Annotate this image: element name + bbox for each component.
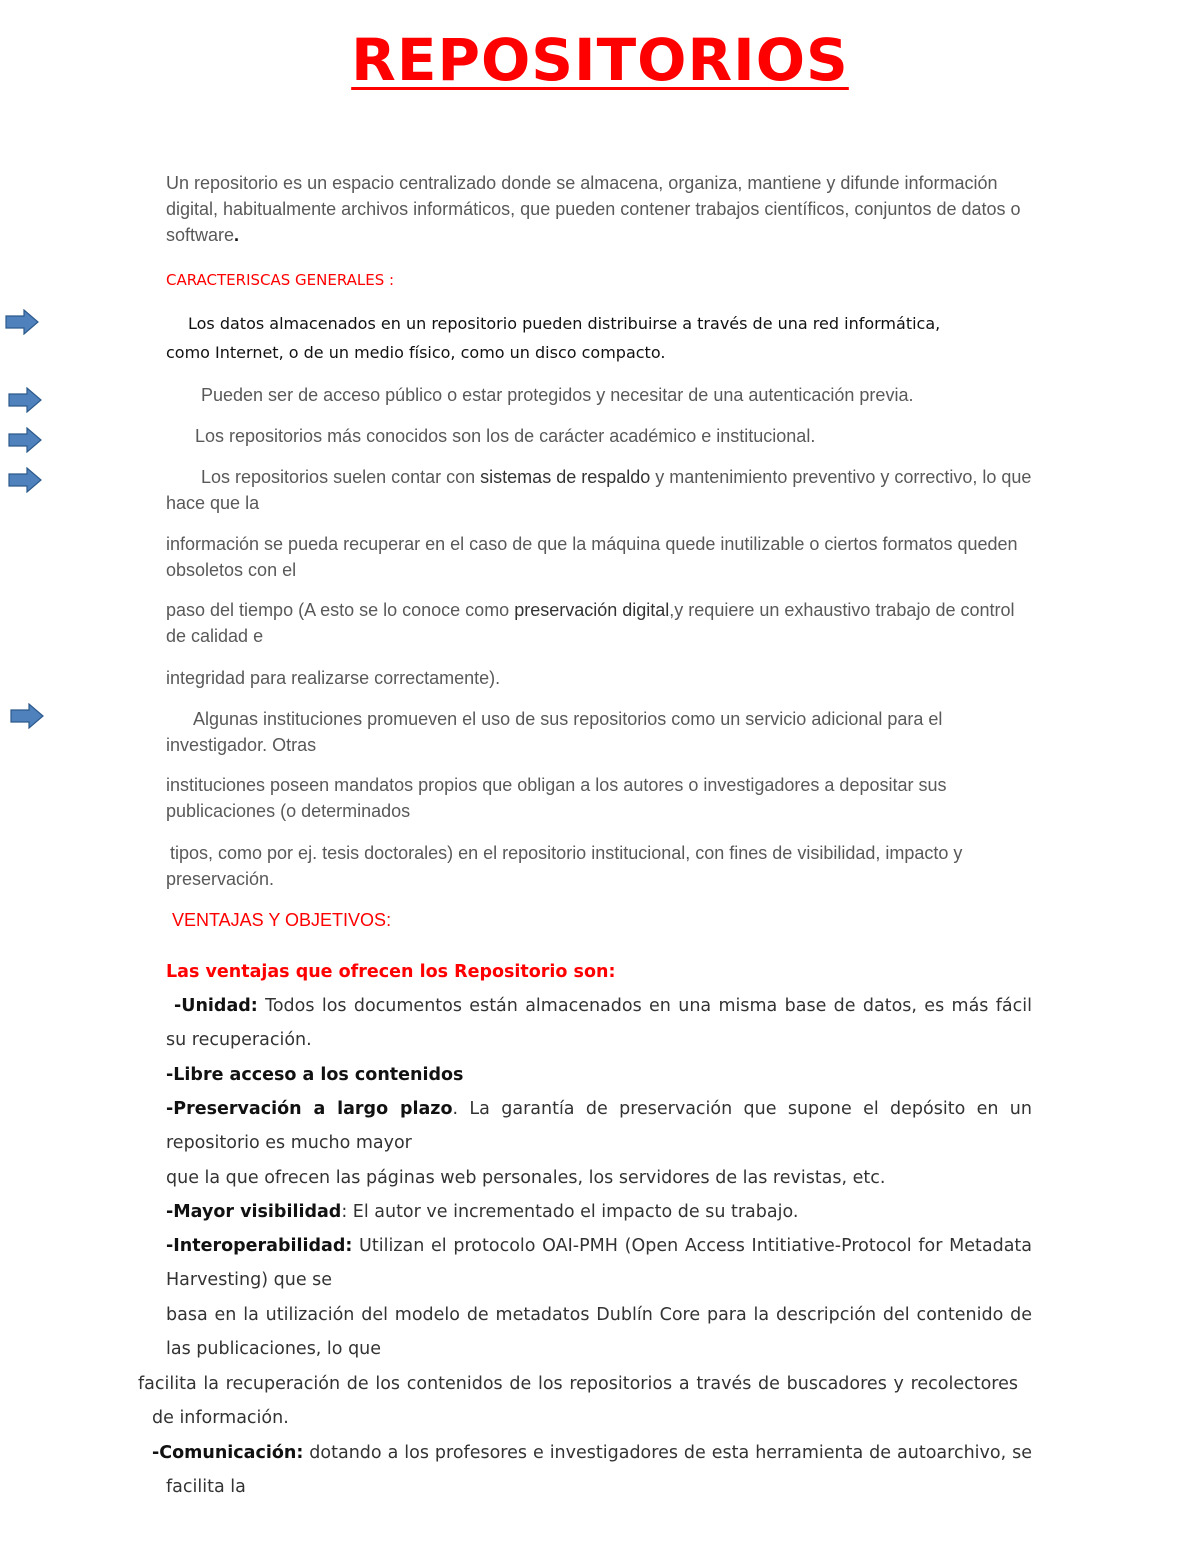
general-item-10: tipos, como por ej. tesis doctorales) en el repositorio institucional, con fines de visibilidad, impacto y preservación. — [166, 843, 963, 889]
ventaja-interoperabilidad-text: Utilizan el protocolo OAI-PMH (Open Access Intitiative-Protocol for Metadata Harvesting) que se — [166, 1236, 1032, 1291]
ventaja-unidad — [166, 989, 1032, 1058]
intro-text: Un repositorio es un espacio centralizado donde se almacena, organiza, mantiene y difunde información digital, habitualmente archivos informáticos, que pueden contener trabajos científicos, conjuntos de datos o software — [166, 173, 1021, 245]
heading-ventajas: VENTAJAS Y OBJETIVOS: — [172, 910, 392, 930]
ventaja-unidad-text: Todos los documentos están almacenados en una misma base de datos, es más fácil su recuperación. — [166, 996, 1032, 1051]
general-item-1-line-2: como Internet, o de un medio físico, como un disco compacto. — [166, 343, 666, 362]
ventaja-interoperabilidad-cont-2 — [138, 1367, 1018, 1436]
ventaja-preservacion-cont: que la que ofrecen las páginas web personales, los servidores de las revistas, etc. — [166, 1168, 886, 1188]
general-item-3: Los repositorios más conocidos son los de carácter académico e institucional. — [195, 426, 816, 446]
arrow-right-icon — [8, 467, 42, 493]
ventaja-comunicacion-text: dotando a los profesores e investigadores de esta herramienta de autoarchivo, se facilita la — [166, 1443, 1032, 1498]
arrow-right-icon — [8, 427, 42, 453]
general-item-6-c: ,y requiere un exhaustivo trabajo de control de calidad e — [166, 600, 1015, 646]
general-item-2: Pueden ser de acceso público o estar protegidos y necesitar de una autenticación previa. — [201, 385, 914, 405]
ventaja-preservacion-text: . La garantía de preservación que supone el depósito en un repositorio es mucho mayor — [166, 1099, 1032, 1154]
ventaja-comunicacion-label: -Comunicación: — [152, 1443, 304, 1463]
general-item-4 — [166, 464, 1046, 516]
general-item-9: instituciones poseen mandatos propios que obligan a los autores o investigadores a depositar sus publicaciones (o determinados — [166, 775, 947, 821]
general-item-5: información se pueda recuperar en el caso de que la máquina quede inutilizable o ciertos formatos queden obsoletos con el — [166, 534, 1018, 580]
general-item-4-b: sistemas de respaldo — [480, 467, 651, 487]
ventaja-libre — [166, 1058, 463, 1092]
ventaja-unidad-label: -Unidad: — [174, 996, 258, 1016]
document-title: REPOSITORIOS — [351, 26, 849, 94]
ventajas-intro-text: Las ventajas que ofrecen los Repositorio son: — [166, 962, 616, 982]
ventaja-visibilidad — [166, 1195, 1032, 1229]
general-item-4-a: Los repositorios suelen contar con — [201, 467, 481, 487]
arrow-right-icon — [5, 309, 39, 335]
general-item-6-b: preservación digital — [514, 600, 670, 620]
ventaja-visibilidad-label: -Mayor visibilidad — [166, 1202, 342, 1222]
ventajas-intro — [166, 955, 615, 989]
ventaja-interoperabilidad — [166, 1229, 1032, 1298]
ventaja-preservacion — [166, 1092, 1032, 1161]
ventaja-preservacion-label: -Preservación a largo plazo — [166, 1099, 453, 1119]
general-item-7: integridad para realizarse correctamente). — [166, 668, 501, 688]
arrow-right-icon — [10, 703, 44, 729]
ventaja-libre-label: -Libre acceso a los contenidos — [166, 1065, 464, 1085]
ventaja-visibilidad-text: : El autor ve incrementado el impacto de su trabajo. — [341, 1202, 799, 1222]
intro-paragraph — [166, 170, 1046, 248]
general-item-6-a: paso del tiempo (A esto se lo conoce como — [166, 600, 515, 620]
ventaja-comunicacion — [152, 1436, 1032, 1505]
heading-general: CARACTERISCAS GENERALES : — [166, 271, 395, 289]
general-item-4-c: y mantenimiento preventivo y correctivo, lo que hace que la — [166, 467, 1032, 513]
ventaja-interoperabilidad-cont-1: basa en la utilización del modelo de metadatos Dublín Core para la descripción del contenido de las publicaciones, lo que — [166, 1305, 1032, 1360]
general-item-1-line-1: Los datos almacenados en un repositorio pueden distribuirse a través de una red informática, — [188, 314, 941, 333]
arrow-right-icon — [8, 387, 42, 413]
intro-end: . — [234, 225, 240, 245]
ventaja-interoperabilidad-label: -Interoperabilidad: — [166, 1236, 353, 1256]
general-item-6 — [166, 597, 1026, 649]
general-item-8: Algunas instituciones promueven el uso de sus repositorios como un servicio adicional para el investigador. Otras — [166, 709, 943, 755]
ventaja-interoperabilidad-cont-2-text: facilita la recuperación de los contenidos de los repositorios a través de buscadores y recolectores de información. — [138, 1374, 1018, 1429]
